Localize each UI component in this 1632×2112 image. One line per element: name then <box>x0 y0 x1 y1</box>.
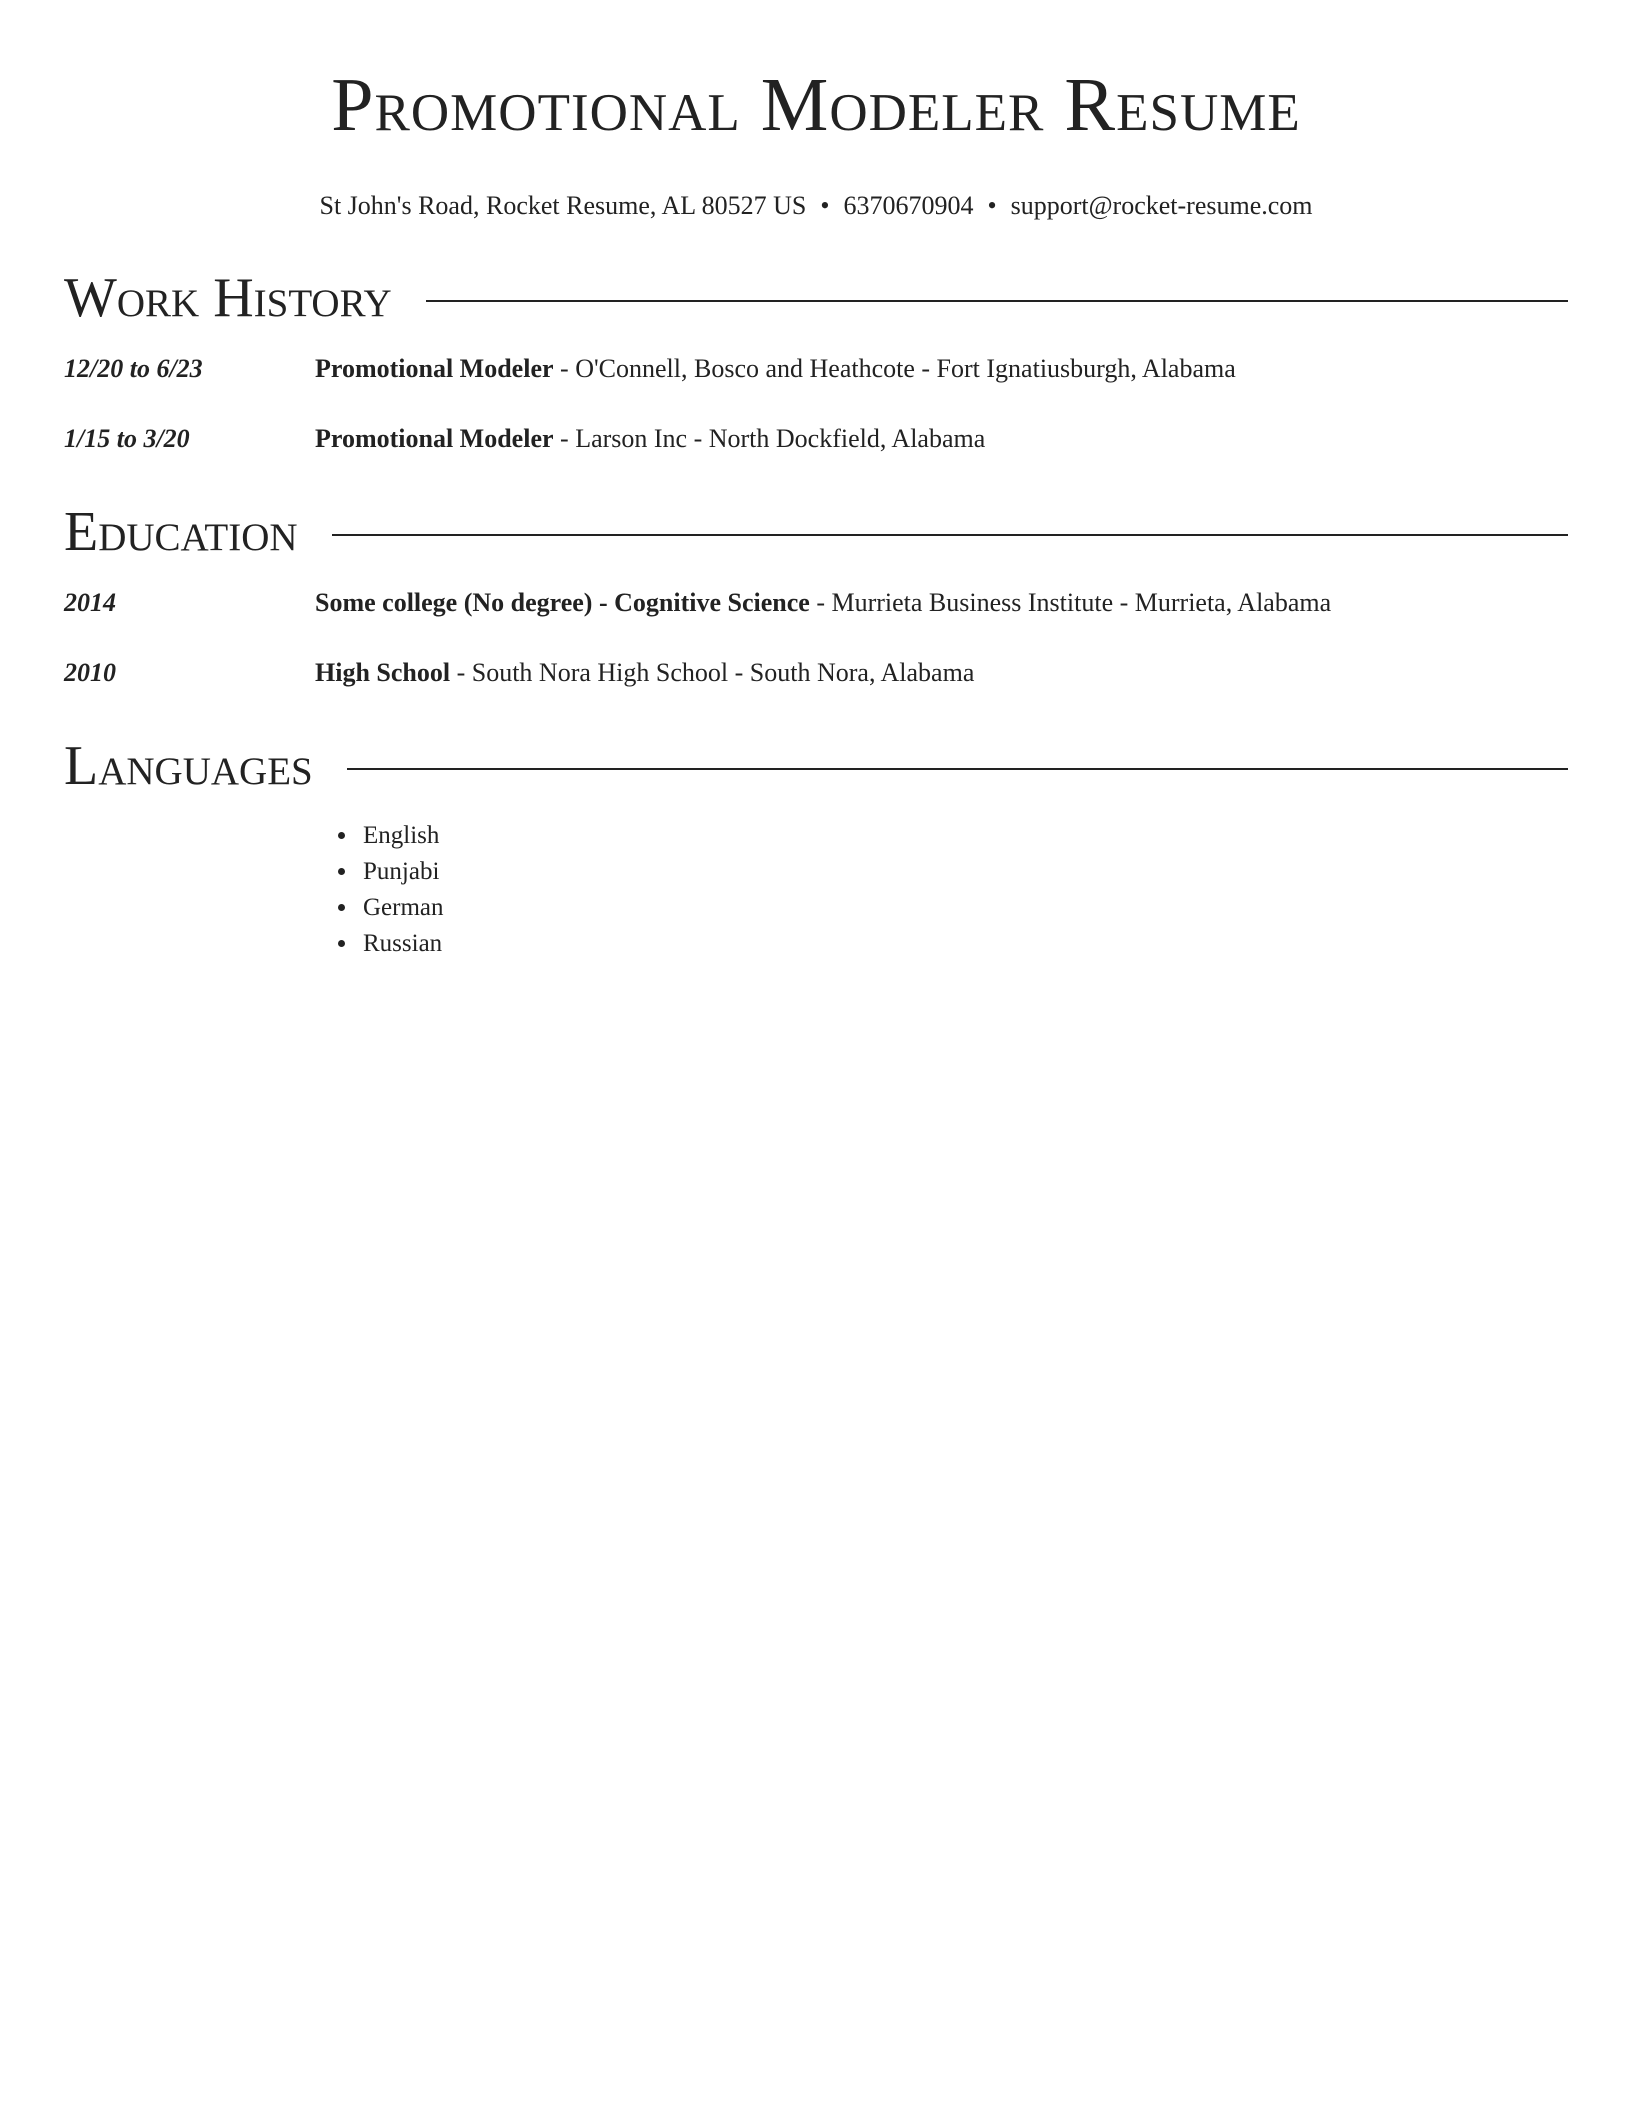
work-entry-details: - O'Connell, Bosco and Heathcote - Fort Ignatiusburgh, Alabama <box>553 354 1236 383</box>
section-title: Work History <box>64 267 392 329</box>
work-entry-body <box>315 422 1568 456</box>
contact-address: St John's Road, Rocket Resume, AL 80527 US <box>319 191 807 220</box>
education-entry <box>64 656 1568 690</box>
language-item: • Punjabi <box>359 854 1568 890</box>
education-entry-date: 2014 <box>64 588 116 617</box>
education-entry <box>64 586 1568 620</box>
languages-heading <box>64 734 1568 798</box>
section-divider <box>347 768 1568 770</box>
work-history-section <box>64 266 1568 456</box>
work-entry-details: - Larson Inc - North Dockfield, Alabama <box>553 424 986 453</box>
languages-list <box>64 818 1568 962</box>
contact-email: support@rocket-resume.com <box>1010 191 1313 220</box>
language-item: • Russian <box>359 926 1568 962</box>
work-entry-body <box>315 352 1568 386</box>
education-entry-details: - South Nora High School - South Nora, Alabama <box>450 658 975 687</box>
education-entry-details: - Murrieta Business Institute - Murrieta, Alabama <box>809 588 1332 617</box>
contact-line <box>64 190 1568 222</box>
resume-title: Promotional Modeler Resume <box>331 63 1301 147</box>
work-entry-role: Promotional Modeler <box>315 354 554 383</box>
education-entry-date: 2010 <box>64 658 116 687</box>
contact-separator: • <box>987 191 997 220</box>
language-item: • German <box>359 890 1568 926</box>
education-entry-body <box>315 586 1568 620</box>
work-entry-date: 12/20 to 6/23 <box>64 354 203 383</box>
education-heading <box>64 500 1568 564</box>
education-entry-body <box>315 656 1568 690</box>
work-history-heading <box>64 266 1568 330</box>
work-entry <box>64 352 1568 386</box>
language-item: • English <box>359 818 1568 854</box>
work-entry-date: 1/15 to 3/20 <box>64 424 190 453</box>
work-entry <box>64 422 1568 456</box>
work-entry-role: Promotional Modeler <box>315 424 554 453</box>
education-entry-degree: Some college (No degree) - Cognitive Science <box>315 588 810 617</box>
contact-separator: • <box>820 191 830 220</box>
section-divider <box>426 300 1568 302</box>
languages-section <box>64 734 1568 962</box>
section-title: Education <box>64 501 298 563</box>
education-entry-degree: High School <box>315 658 451 687</box>
section-divider <box>332 534 1568 536</box>
section-title: Languages <box>64 735 313 797</box>
contact-phone: 6370670904 <box>843 191 974 220</box>
education-section <box>64 500 1568 690</box>
